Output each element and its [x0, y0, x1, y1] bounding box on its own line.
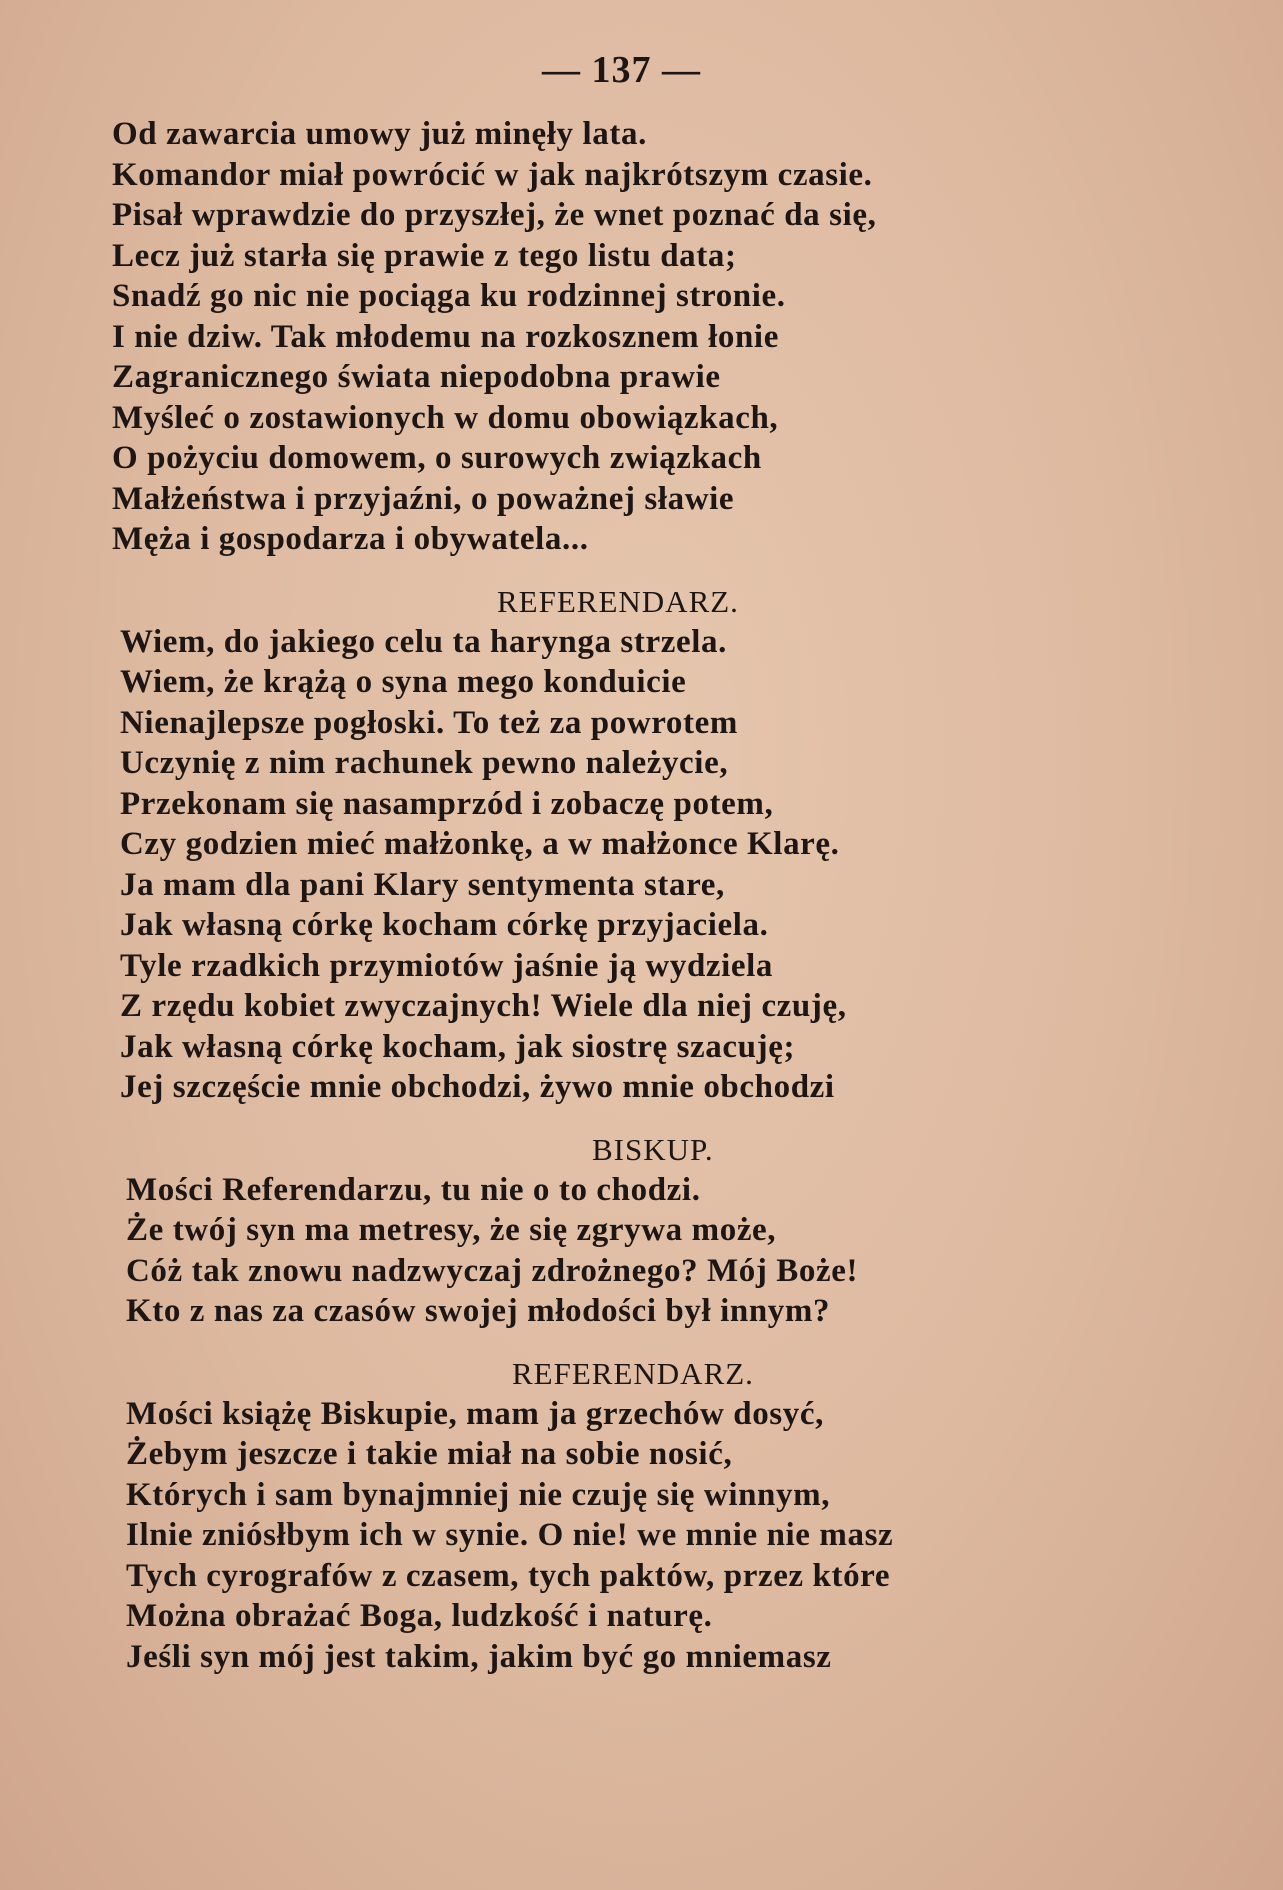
verse-line: Komandor miał powrócić w jak najkrótszym czasie. — [112, 156, 873, 193]
stanza-narration — [112, 114, 1142, 560]
verse-line: Jeśli syn mój jest takim, jakim być go mniemasz — [126, 1638, 832, 1675]
verse-line: Kto z nas za czasów swojej młodości był innym? — [126, 1293, 831, 1329]
verse-line: Uczynię z nim rachunek pewno należycie, — [120, 745, 729, 781]
speaker-heading: BISKUP. — [592, 1131, 714, 1167]
verse-line: Wiem, do jakiego celu ta harynga strzela. — [120, 623, 727, 660]
stanza-referendarz-2 — [112, 1394, 1142, 1678]
verse-line: O pożyciu domowem, o surowych związkach — [112, 440, 762, 476]
verse-line: Męża i gospodarza i obywatela... — [112, 521, 589, 557]
speaker-heading: REFERENDARZ. — [512, 1355, 754, 1391]
verse-line: Żebym jeszcze i takie miał na sobie nosić, — [126, 1436, 733, 1472]
verse-line: Ja mam dla pani Klary sentymenta stare, — [120, 866, 725, 903]
verse-line: Jak własną córkę kocham, jak siostrę szacuję; — [120, 1028, 796, 1065]
verse-line: Jak własną córkę kocham córkę przyjaciela. — [120, 907, 769, 943]
verse-line: Czy godzien mieć małżonkę, a w małżonce Klarę. — [120, 826, 840, 862]
verse-line: Lecz już starła się prawie z tego listu data; — [112, 237, 737, 274]
verse-line: Mości Referendarzu, tu nie o to chodzi. — [126, 1171, 701, 1208]
verse-line: I nie dziw. Tak młodemu na rozkosznem łonie — [112, 318, 779, 355]
verse-line: Mości książę Biskupie, mam ja grzechów dosyć, — [126, 1395, 824, 1432]
verse-line: Których i sam bynajmniej nie czuję się winnym, — [126, 1476, 831, 1513]
verse-line: Tych cyrografów z czasem, tych paktów, przez które — [126, 1557, 891, 1594]
verse-line: Że twój syn ma metresy, że się zgrywa może, — [126, 1212, 777, 1248]
verse-line: Wiem, że krążą o syna mego konduicie — [120, 664, 687, 700]
page-text — [112, 114, 1142, 1677]
verse-line: Nienajlepsze pogłoski. To też za powrotem — [120, 704, 738, 741]
verse-line: Przekonam się nasamprzód i zobaczę potem, — [120, 785, 774, 822]
verse-line: Zagranicznego świata niepodobna prawie — [112, 359, 721, 395]
verse-line: Tyle rzadkich przymiotów jaśnie ją wydziela — [120, 947, 774, 984]
verse-line: Myśleć o zostawionych w domu obowiązkach, — [112, 399, 779, 436]
stanza-referendarz-1 — [112, 622, 1142, 1108]
verse-line: Z rzędu kobiet zwyczajnych! Wiele dla niej czuję, — [120, 988, 847, 1024]
verse-line: Od zawarcia umowy już minęły lata. — [112, 116, 647, 152]
verse-line: Ilnie zniósłbym ich w synie. O nie! we mnie nie masz — [126, 1517, 894, 1553]
verse-line: Małżeństwa i przyjaźni, o poważnej sławie — [112, 480, 735, 517]
speaker-heading: REFERENDARZ. — [497, 583, 739, 619]
verse-line: Można obrażać Boga, ludzkość i naturę. — [126, 1598, 713, 1634]
verse-line: Snadź go nic nie pociąga ku rodzinnej stronie. — [112, 278, 786, 314]
stanza-biskup — [112, 1170, 1142, 1332]
verse-line: Cóż tak znowu nadzwyczaj zdrożnego? Mój Boże! — [126, 1252, 859, 1289]
page-number: — 137 — — [542, 49, 701, 91]
verse-line: Jej szczęście mnie obchodzi, żywo mnie obchodzi — [120, 1069, 835, 1105]
verse-line: Pisał wprawdzie do przyszłej, że wnet poznać da się, — [112, 197, 877, 233]
